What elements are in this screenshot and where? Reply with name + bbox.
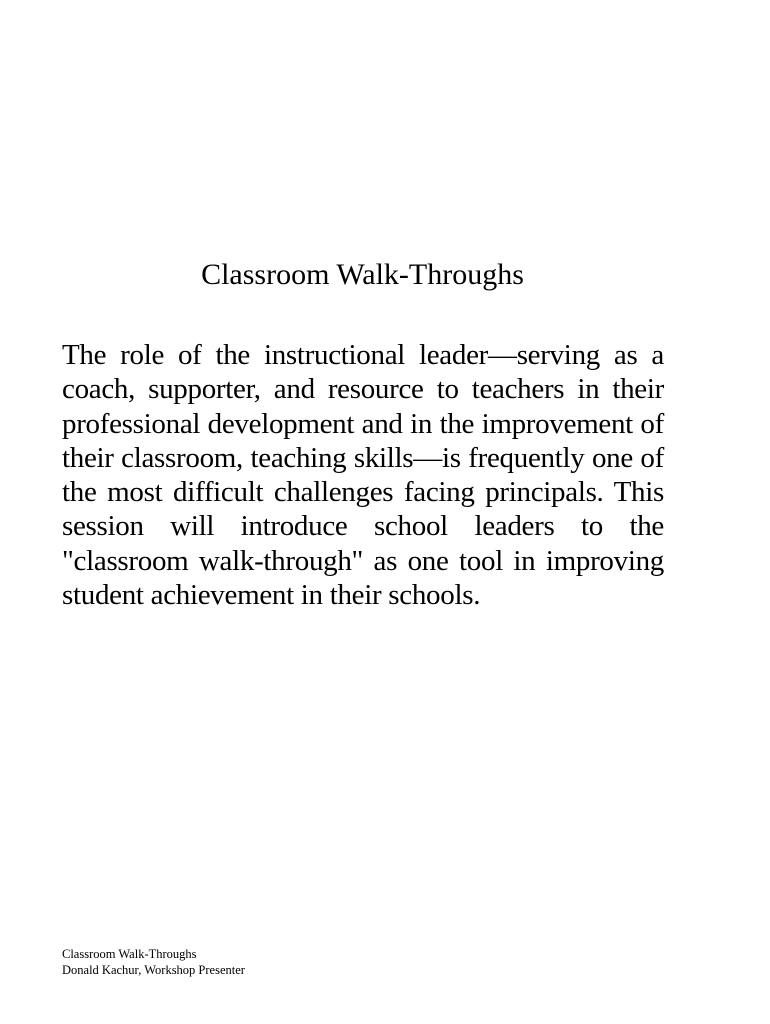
document-body-paragraph: The role of the instructional leader—serving as a coach, supporter, and resource to teachers in their professional development and in the improvement of their classroom, teaching skills—is frequently one of the most difficult challenges facing principals. This session will introduce school leaders to the "classroom walk-through" as one tool in improving student achievement in their schools. <box>62 339 664 612</box>
document-title: Classroom Walk-Throughs <box>201 258 524 291</box>
footer-title: Classroom Walk-Throughs <box>62 947 197 961</box>
page-footer <box>62 946 245 978</box>
footer-presenter: Donald Kachur, Workshop Presenter <box>62 963 245 977</box>
